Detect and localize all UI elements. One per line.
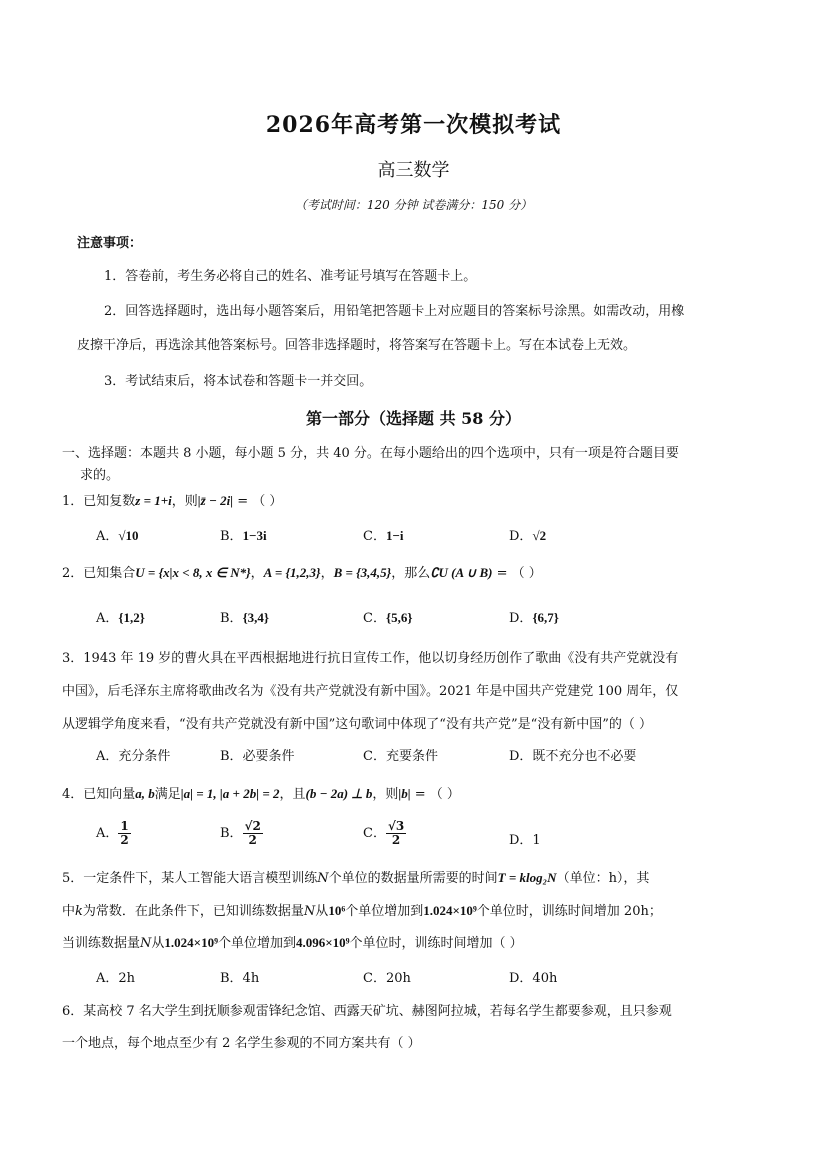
q3-option-c[interactable]: C．充要条件 [363, 749, 438, 764]
q3-option-d[interactable]: D．既不充分也不必要 [509, 749, 637, 764]
q2-formula-complement: ∁U (A ∪ B) [430, 565, 493, 580]
exam-title: 2026年高考第一次模拟考试 [265, 112, 562, 138]
notice-item-2-cont: 皮擦干净后，再选涂其他答案标号。回答非选择题时，将答案写在答题卡上。写在本试卷上无效。 [77, 338, 637, 353]
question-4: 4．已知向量a, b满足|a| = 1, |a + 2b| = 2，且(b − 2a) ⊥ b，则|b| = （ ） [62, 786, 460, 802]
q2-formula-b: B = {3,4,5} [333, 565, 392, 580]
q4-option-c[interactable]: C． $\frac{√3}{2}$ [363, 819, 405, 847]
question-1: 1．已知复数z = 1+i，则|z̄ − 2i| = （ ） [62, 493, 283, 509]
q2-option-d[interactable]: D．{6,7} [509, 610, 559, 626]
exam-meta: （考试时间：120 分钟 试卷满分：150 分） [294, 198, 533, 212]
q4-formula-norms: |a| = 1, |a + 2b| = 2 [180, 786, 280, 801]
question-2: 2．已知集合U = {x|x < 8, x ∈ N*}，A = {1,2,3}，B = {3,4,5}，那么∁U (A ∪ B) = （ ） [62, 565, 542, 581]
q1-formula-z: z = 1+i [135, 493, 172, 508]
section-intro: 一、选择题：本题共 8 小题，每小题 5 分，共 40 分。在每小题给出的四个选项中，只有一项是符合题目要 [62, 446, 679, 461]
q4-option-a[interactable]: A． $\frac{1}{2}$ [96, 819, 129, 847]
q5-option-c[interactable]: C．20h [363, 971, 411, 986]
q4-option-b[interactable]: B． $\frac{√2}{2}$ [220, 819, 261, 847]
question-6-line-2: 一个地点，每个地点至少有 2 名学生参观的不同方案共有（ ） [62, 1036, 421, 1051]
q3-option-a[interactable]: A．充分条件 [96, 749, 171, 764]
q4-formula-b-norm: |b| [398, 786, 411, 801]
q2-option-c[interactable]: C．{5,6} [363, 610, 413, 626]
q4-formula-vectors: a, b [135, 786, 155, 801]
q1-option-b[interactable]: B．1−3i [220, 528, 267, 544]
section-intro-cont: 求的。 [80, 468, 120, 483]
question-6-line-1: 6．某高校 7 名大学生到抚顺参观雷锋纪念馆、西露天矿坑、赫图阿拉城，若每名学生都要参观，且只参观 [62, 1004, 672, 1019]
q5-option-d[interactable]: D．40h [509, 971, 558, 986]
question-3-line-2: 中国》，后毛泽东主席将歌曲改名为《没有共产党就没有新中国》。2021 年是中国共产党建党 100 周年，仅 [62, 684, 679, 699]
q3-option-b[interactable]: B．必要条件 [220, 749, 295, 764]
q5-option-b[interactable]: B．4h [220, 971, 260, 986]
q1-option-d[interactable]: D．√2 [509, 528, 547, 544]
q4-c-fraction: $\frac{√3}{2}$ [387, 819, 405, 847]
q4-option-d[interactable]: D．1 [509, 833, 541, 848]
notice-item-2: 2．回答选择题时，选出每小题答案后，用铅笔把答题卡上对应题目的答案标号涂黑。如需改动，用橡 [104, 304, 685, 319]
q2-formula-a: A = {1,2,3} [263, 565, 321, 580]
q2-formula-u: U = {x|x < 8, x ∈ N*} [135, 565, 251, 580]
part1-title: 第一部分（选择题 共 58 分） [306, 409, 521, 428]
q4-formula-perp: (b − 2a) ⊥ b [305, 786, 373, 801]
q4-a-fraction: $\frac{1}{2}$ [120, 819, 129, 847]
q5-option-a[interactable]: A．2h [96, 971, 136, 986]
q1-option-a[interactable]: A．√10 [96, 528, 139, 544]
question-5-line-1: 5．一定条件下，某人工智能大语言模型训练N个单位的数据量所需要的时间T = klog₂N（单位：h），其 [62, 870, 650, 886]
q5-formula-time: T = klog₂N [497, 870, 557, 885]
question-5-line-3: 当训练数据量N从1.024×10⁹个单位增加到4.096×10⁹个单位时，训练时间增加（ ） [62, 935, 523, 951]
question-3-line-1: 3．1943 年 19 岁的曹火具在平西根据地进行抗日宣传工作，他以切身经历创作了歌曲《没有共产党就没有 [62, 651, 679, 666]
question-3-line-3: 从逻辑学角度来看，“没有共产党就没有新中国”这句歌词中体现了“没有共产党”是“没有新中国”的（ ） [62, 717, 653, 732]
q4-b-fraction: $\frac{√2}{2}$ [244, 819, 261, 847]
question-5-line-2: 中k为常数．在此条件下，已知训练数据量N从10⁶个单位增加到1.024×10⁹个单位时，训练时间增加 20h； [62, 903, 662, 919]
q1-formula-abs: |z̄ − 2i| [197, 493, 234, 508]
notice-heading: 注意事项： [77, 236, 143, 251]
q1-option-c[interactable]: C．1−i [363, 528, 404, 544]
q2-option-a[interactable]: A．{1,2} [96, 610, 145, 626]
q2-option-b[interactable]: B．{3,4} [220, 610, 270, 626]
exam-subject: 高三数学 [377, 160, 450, 181]
notice-item-3: 3．考试结束后，将本试卷和答题卡一并交回。 [104, 374, 373, 389]
notice-item-1: 1．答卷前，考生务必将自己的姓名、准考证号填写在答题卡上。 [104, 269, 477, 284]
